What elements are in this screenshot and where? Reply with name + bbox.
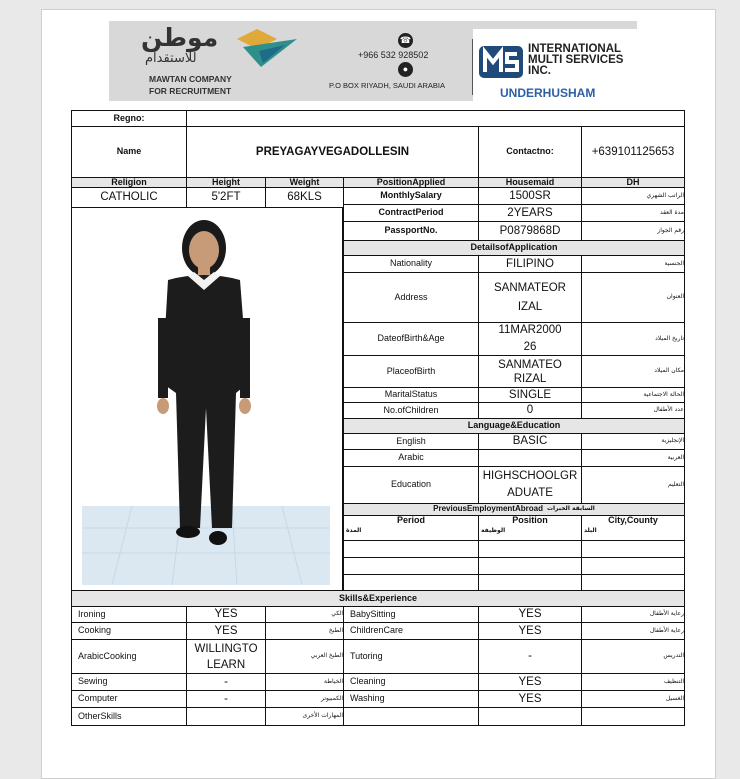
- skill-otherskills-arabic: المهارات الأخرى: [265, 707, 344, 726]
- pob-value: SANMATEO RIZAL: [478, 355, 582, 388]
- contract-period-arabic: مدة العقد: [581, 204, 685, 222]
- english-label: English: [343, 433, 479, 450]
- employment-row-2-position: [478, 557, 582, 575]
- passport-no-label: PassportNo.: [343, 221, 479, 241]
- phone-icon: ☎: [398, 33, 413, 48]
- employment-row-1-period: [343, 540, 479, 558]
- skill-cleaning-value: YES: [478, 673, 582, 691]
- education-label: Education: [343, 466, 479, 504]
- skill-otherskills-value: [186, 707, 266, 726]
- name-value: PREYAGAYVEGADOLLESIN: [186, 126, 479, 178]
- skill-childrencare-arabic: رعاية الأطفال: [581, 622, 685, 640]
- contactno-label: Contactno:: [478, 126, 582, 178]
- dob-arabic: تاريخ الميلاد: [581, 322, 685, 356]
- position-header: Position الوظيفة: [478, 515, 582, 541]
- employment-row-3-position: [478, 574, 582, 591]
- banner-divider: [472, 39, 473, 95]
- contactno-value: +639101125653: [581, 126, 685, 178]
- applicant-photo: [71, 207, 343, 591]
- skill-washing-arabic: الغسيل: [581, 690, 685, 708]
- company-banner: [109, 21, 637, 101]
- skill-ironing-value: YES: [186, 606, 266, 623]
- skill-cleaning-arabic: التنظيف: [581, 673, 685, 691]
- arabic-label: Arabic: [343, 449, 479, 467]
- skill-tutoring-arabic: التدريس: [581, 639, 685, 674]
- position-applied-label: PositionApplied: [343, 177, 479, 188]
- mawtan-logo-arabic-sub: للاستقدام: [145, 51, 197, 66]
- employment-row-1-position: [478, 540, 582, 558]
- skill-ironing-label: Ironing: [71, 606, 187, 623]
- skill-arabiccooking-label: ArabicCooking: [71, 639, 187, 674]
- location-pin-icon: ●: [398, 62, 413, 77]
- employment-row-2-city: [581, 557, 685, 575]
- height-label: Height: [186, 177, 266, 188]
- monthly-salary-label: MonthlySalary: [343, 187, 479, 205]
- skill-tutoring-value: -: [478, 639, 582, 674]
- skill-sewing-label: Sewing: [71, 673, 187, 691]
- children-value: 0: [478, 402, 582, 419]
- weight-label: Weight: [265, 177, 344, 188]
- skill-babysitting-value: YES: [478, 606, 582, 623]
- skill-empty-value: [478, 707, 582, 726]
- skill-sewing-value: -: [186, 673, 266, 691]
- contract-period-label: ContractPeriod: [343, 204, 479, 222]
- skill-ironing-arabic: الكي: [265, 606, 344, 623]
- skill-computer-arabic: الكمبيوتر: [265, 690, 344, 708]
- name-label: Name: [71, 126, 187, 178]
- address-arabic: العنوان: [581, 272, 685, 323]
- details-header: DetailsofApplication: [343, 240, 685, 256]
- marital-status-label: MaritalStatus: [343, 387, 479, 403]
- skills-header: Skills&Experience: [71, 590, 685, 607]
- nationality-arabic: الجنسية: [581, 255, 685, 273]
- skill-computer-value: -: [186, 690, 266, 708]
- skill-tutoring-label: Tutoring: [343, 639, 479, 674]
- phone-number: +966 532 928502: [358, 50, 429, 60]
- skill-otherskills-label: OtherSkills: [71, 707, 187, 726]
- pob-label: PlaceofBirth: [343, 355, 479, 388]
- employment-row-2-period: [343, 557, 479, 575]
- under-husham: UNDERHUSHAM: [500, 86, 596, 100]
- skill-arabiccooking-value: WILLINGTO LEARN: [186, 639, 266, 674]
- arabic-arabic: العربية: [581, 449, 685, 467]
- skill-arabiccooking-arabic: الطبخ العربي: [265, 639, 344, 674]
- address-label: Address: [343, 272, 479, 323]
- skill-washing-value: YES: [478, 690, 582, 708]
- company-name: MAWTAN COMPANY FOR RECRUITMENT: [149, 74, 232, 96]
- po-box: P.O BOX RIYADH, SAUDI ARABIA: [329, 81, 446, 90]
- dob-label: DateofBirth&Age: [343, 322, 479, 356]
- skill-babysitting-arabic: رعاية الأطفال: [581, 606, 685, 623]
- skill-babysitting-label: BabySitting: [343, 606, 479, 623]
- education-arabic: التعليم: [581, 466, 685, 504]
- dh-label: DH: [581, 177, 685, 188]
- skill-washing-label: Washing: [343, 690, 479, 708]
- children-label: No.ofChildren: [343, 402, 479, 419]
- marital-status-arabic: الحالة الاجتماعية: [581, 387, 685, 403]
- city-county-header: City,County البلد: [581, 515, 685, 541]
- skill-sewing-arabic: الخياطة: [265, 673, 344, 691]
- skill-childrencare-label: ChildrenCare: [343, 622, 479, 640]
- skill-cooking-arabic: الطبخ: [265, 622, 344, 640]
- nationality-label: Nationality: [343, 255, 479, 273]
- skill-empty-label: [343, 707, 479, 726]
- ims-company-name: INTERNATIONAL MULTI SERVICES INC.: [528, 43, 624, 77]
- employment-row-1-city: [581, 540, 685, 558]
- pob-arabic: مكان الميلاد: [581, 355, 685, 388]
- skill-empty-arabic: [581, 707, 685, 726]
- nationality-value: FILIPINO: [478, 255, 582, 273]
- ims-logo-icon: [477, 42, 525, 82]
- mawtan-logo-arabic: موطن: [141, 23, 219, 52]
- education-value: HIGHSCHOOLGR ADUATE: [478, 466, 582, 504]
- address-value: SANMATEOR IZAL: [478, 272, 582, 323]
- height-value: 5'2FT: [186, 187, 266, 208]
- skill-cleaning-label: Cleaning: [343, 673, 479, 691]
- housemaid-label: Housemaid: [478, 177, 582, 188]
- skill-cooking-label: Cooking: [71, 622, 187, 640]
- regno-label: Regno:: [71, 110, 187, 127]
- period-header: Period المدة: [343, 515, 479, 541]
- monthly-salary-value: 1500SR: [478, 187, 582, 205]
- skill-computer-label: Computer: [71, 690, 187, 708]
- children-arabic: عدد الأطفال: [581, 402, 685, 419]
- weight-value: 68KLS: [265, 187, 344, 208]
- english-value: BASIC: [478, 433, 582, 450]
- employment-row-3-city: [581, 574, 685, 591]
- monthly-salary-arabic: الراتب الشهري: [581, 187, 685, 205]
- marital-status-value: SINGLE: [478, 387, 582, 403]
- employment-row-3-period: [343, 574, 479, 591]
- religion-value: CATHOLIC: [71, 187, 187, 208]
- language-education-header: Language&Education: [343, 418, 685, 434]
- skill-childrencare-value: YES: [478, 622, 582, 640]
- regno-value: [186, 110, 685, 127]
- english-arabic: الإنجليزية: [581, 433, 685, 450]
- mawtan-diamond-logo-icon: [233, 25, 301, 69]
- skill-cooking-value: YES: [186, 622, 266, 640]
- passport-no-value: P0879868D: [478, 221, 582, 241]
- religion-label: Religion: [71, 177, 187, 188]
- previous-employment-header: PreviousEmploymentAbroad السابقة الخبرات: [343, 503, 685, 516]
- contract-period-value: 2YEARS: [478, 204, 582, 222]
- passport-no-arabic: رقم الجواز: [581, 221, 685, 241]
- dob-value: 11MAR2000 26: [478, 322, 582, 356]
- arabic-value: [478, 449, 582, 467]
